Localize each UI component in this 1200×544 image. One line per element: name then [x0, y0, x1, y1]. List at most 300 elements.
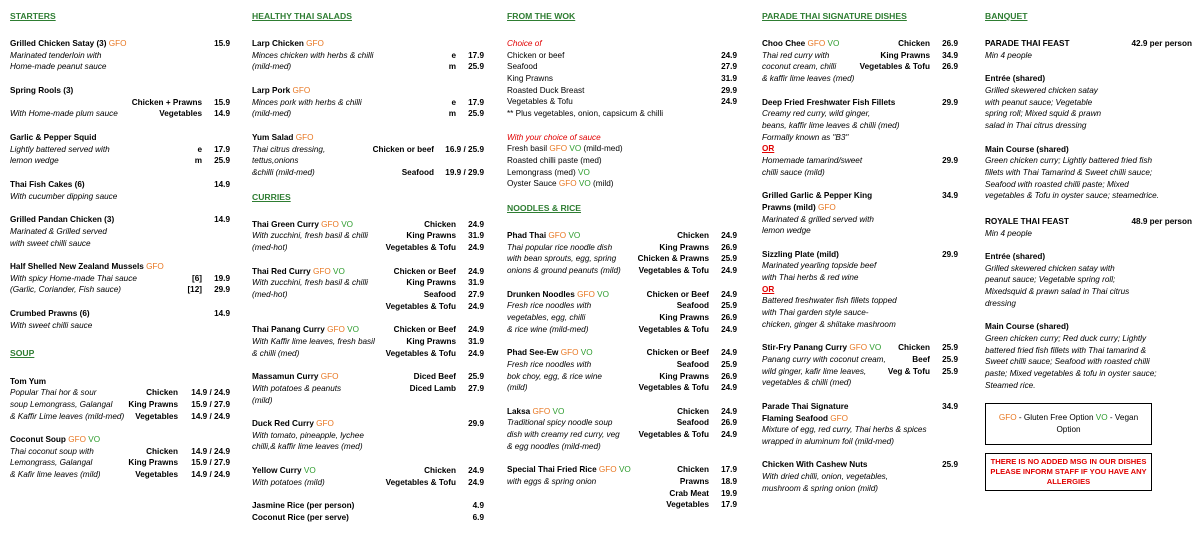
menu-item [762, 342, 958, 389]
item-desc: mushroom & spring onion (mild) [762, 483, 879, 493]
main-desc: Seafood with roasted chilli paste; Mixed [985, 179, 1129, 189]
menu-item [10, 132, 230, 167]
wok-choices [507, 38, 737, 119]
variant-price: 34.9 [942, 50, 958, 60]
vo-tag: VO [347, 325, 359, 335]
variant-label: Vegetables & Tofu [385, 243, 456, 253]
item-name: Deep Fried Freshwater Fish Fillets [762, 97, 896, 107]
item-name: Yellow Curry [252, 466, 302, 476]
item-desc: with Thai garden style sauce- [762, 308, 869, 318]
variant-price: 19.9 [721, 488, 737, 498]
item-name: Grilled Pandan Chicken (3) [10, 215, 115, 225]
variant-label: Chicken or Beef [393, 266, 456, 276]
item-desc: coconut cream, chilli [762, 62, 837, 72]
variant-label: Vegetables [135, 470, 178, 480]
variant-price: 19.9 / 29.9 [445, 167, 484, 177]
item-desc: Home-made peanut sauce [10, 62, 107, 72]
item-desc: Minces pork with herbs & chilli [252, 97, 362, 107]
variant-price: 24.9 [721, 266, 737, 276]
variant-label: Seafood [676, 359, 709, 369]
choice-price: 29.9 [721, 85, 737, 95]
banquet-parade [985, 38, 1192, 202]
variant-label: King Prawns [659, 312, 709, 322]
vo-tag: VO [580, 348, 593, 358]
item-name: Chicken With Cashew Nuts [762, 460, 868, 470]
variant-price: 25.9 [942, 343, 958, 353]
menu-item [252, 324, 484, 359]
section-title-salads: HEALTHY THAI SALADS [252, 11, 352, 21]
entree-desc: peanut sauce; Vegetable spring roll; [985, 275, 1116, 285]
menu-item [10, 261, 230, 296]
section-title-banquet: BANQUET [985, 11, 1028, 21]
variant-price: 31.9 [468, 278, 484, 288]
item-name: Parade Thai Signature [762, 401, 849, 411]
item-desc: Lightly battered served with [10, 144, 110, 154]
menu-item [507, 347, 737, 394]
item-desc: Minces chicken with herbs & chilli [252, 50, 374, 60]
choice-heading: Choice of [507, 39, 542, 49]
menu-item [10, 38, 230, 73]
variant-price: 24.9 [468, 219, 484, 229]
menu-item [10, 85, 230, 120]
item-name: Thai Red Curry [252, 266, 311, 276]
item-price: 14.9 [214, 179, 230, 189]
item-desc: (med-hot) [252, 290, 288, 300]
gfo-tag: GFO [295, 133, 314, 143]
column-salads-curries [252, 10, 484, 524]
wok-sauces [507, 132, 737, 190]
gfo-tag: GFO [830, 413, 848, 423]
item-desc: soup Lemongrass, Galangal [10, 399, 113, 409]
menu-item [252, 85, 484, 120]
menu-item [252, 465, 484, 488]
variant-label: Vegetables & Tofu [385, 477, 456, 487]
main-desc: vegetables & Tofu in oyster sauce; steamedrice. [985, 191, 1160, 201]
gfo-tag: GFO [306, 39, 324, 49]
item-desc: With Home-made plum sauce [10, 109, 118, 119]
item-desc: Thai red curry with [762, 50, 830, 60]
gfo-tag: GFO [549, 144, 568, 154]
gfo-tag: GFO [560, 348, 579, 358]
item-desc: With cucumber dipping sauce [10, 191, 118, 201]
item-desc: wrapped in aluminum foil (mild-med) [762, 436, 894, 446]
gfo-tag: GFO [327, 325, 345, 335]
item-desc: With tomato, pineapple, lychee [252, 430, 364, 440]
variant-label: Chicken [146, 388, 178, 398]
variant-label: Chicken & Prawns [637, 254, 709, 264]
variant-label: Chicken + Prawns [131, 97, 202, 107]
menu-item [10, 434, 230, 481]
main-title: Main Course (shared) [985, 144, 1069, 154]
item-desc: Fresh rice noodles with [507, 359, 592, 369]
sauce-spice: (mild) [593, 179, 614, 189]
gfo-tag: GFO [807, 39, 826, 49]
variant-price: 27.9 [468, 383, 484, 393]
variant-label: e [451, 50, 456, 60]
msg-allergy-notice [985, 453, 1152, 492]
item-price: 34.9 [942, 191, 958, 201]
item-desc: & Kafir lime leaves (mild) [10, 470, 101, 480]
item-desc: & egg noodles (mild-med) [507, 441, 601, 451]
variant-price: 24.9 [468, 466, 484, 476]
gfo-tag: GFO [320, 372, 339, 382]
choice-price: 24.9 [721, 50, 737, 60]
variant-price: 25.9 [468, 109, 484, 119]
variant-price: 24.9 [721, 231, 737, 241]
entree-desc: spring roll; Mixed squid & prawn [985, 109, 1102, 119]
item-name: Crumbed Prawns (6) [10, 309, 90, 319]
item-desc: Thai citrus dressing, tettus,onions [252, 144, 326, 166]
notice-line: ALLERGIES [1046, 477, 1091, 486]
item-name: Jasmine Rice (per person) [252, 501, 355, 511]
item-name: Thai Panang Curry [252, 325, 325, 335]
item-name: Spring Rools (3) [10, 86, 74, 96]
item-price: 25.9 [942, 460, 958, 470]
main-desc: battered fried fish fillets with Thai tamarind & [985, 345, 1147, 355]
gfo-tag: GFO [321, 219, 339, 229]
variant-price: 24.9 [468, 266, 484, 276]
notice-line: THERE IS NO ADDED MSG IN OUR DISHES [990, 456, 1147, 466]
section-title-soup: SOUP [10, 348, 35, 359]
variant-price: 24.9 [468, 348, 484, 358]
sauce-label: Roasted chilli paste (med) [507, 155, 602, 165]
item-desc: & rice wine (mild-med) [507, 324, 589, 334]
variant-label: Vegetables & Tofu [385, 348, 456, 358]
variant-label: e [197, 144, 202, 154]
variant-label: King Prawns [406, 336, 456, 346]
item-desc: chilli sauce (mild) [762, 167, 825, 177]
entree-desc: Mixedsquid & prawn salad in Thai citrus [985, 287, 1130, 297]
item-desc: Panang curry with coconut cream, [762, 354, 886, 364]
item-name: Sizzling Plate (mild) [762, 249, 839, 259]
item-desc: (mild) [507, 383, 528, 393]
sauce-label: Fresh basil [507, 144, 548, 154]
main-desc: paste; Mixed vegetables & tofu in oyster sauce; [985, 368, 1157, 378]
item-name: Larp Chicken [252, 39, 304, 49]
variant-price: 15.9 / 27.9 [191, 458, 230, 468]
item-desc: onions & ground peanuts (mild) [507, 266, 621, 276]
item-name: Coconut Rice (per serve) [252, 512, 349, 522]
entree-desc: salad in Thai citrus dressing [985, 121, 1087, 131]
item-desc: bok choy, egg, & rice wine [507, 371, 602, 381]
section-title-curries: CURRIES [252, 191, 291, 202]
menu-item [10, 214, 230, 249]
variant-price: 17.9 [721, 500, 737, 510]
item-name: Massamun Curry [252, 372, 319, 382]
vo-tag: VO [341, 219, 354, 229]
sauce-label: Lemongrass (med) [507, 167, 576, 177]
variant-price: 25.9 [468, 62, 484, 72]
column-starters-soup [10, 10, 230, 493]
item-desc: Lemongrass, Galangal [10, 458, 93, 468]
variant-price: 17.9 [468, 97, 484, 107]
rice-list [252, 500, 484, 523]
sauce-heading: With your choice of sauce [507, 132, 601, 142]
item-desc: Marinated yearling topside beef [762, 261, 877, 271]
variant-label: Vegetables & Tofu [638, 266, 709, 276]
item-name: Thai Green Curry [252, 219, 319, 229]
item-desc: &chilli (mild-med) [252, 167, 315, 177]
variant-price: 25.9 [942, 354, 958, 364]
item-name: Prawns (mild) [762, 202, 816, 212]
variant-label: Chicken [677, 406, 709, 416]
entree-desc: dressing [985, 298, 1016, 308]
item-price: 14.9 [214, 215, 230, 225]
menu-item [507, 230, 737, 277]
variant-price: 24.9 [468, 301, 484, 311]
entree-desc: with peanut sauce; Vegetable [985, 97, 1093, 107]
vo-tag: VO [552, 406, 565, 416]
variant-label: Seafood [423, 290, 456, 300]
column-banquet [985, 10, 1192, 491]
item-desc: & Kaffir Lime leaves (mild-med) [10, 411, 125, 421]
variant-label: Vegetables & Tofu [385, 301, 456, 311]
variant-price: 26.9 [721, 418, 737, 428]
sauce-label: Oyster Sauce [507, 179, 557, 189]
vo-legend-text: - Vegan Option [1056, 413, 1139, 434]
variant-label: King Prawns [128, 399, 178, 409]
item-desc: lemon wedge [762, 226, 811, 236]
choice-label: Chicken or beef [507, 50, 565, 60]
item-desc: lemon wedge [10, 156, 59, 166]
item-name: Grilled Chicken Satay (3) [10, 39, 107, 49]
variant-label: King Prawns [659, 371, 709, 381]
banquet-min: Min 4 people [985, 50, 1032, 60]
entree-desc: Grilled skewered chicken satay with [985, 263, 1115, 273]
choice-label: Roasted Duck Breast [507, 85, 585, 95]
variant-price: 27.9 [468, 290, 484, 300]
item-desc: Marinated & Grilled served [10, 226, 107, 236]
variant-price: 26.9 [942, 62, 958, 72]
item-desc: Creamy red curry, wild ginger, [762, 109, 871, 119]
gfo-tag: GFO [316, 419, 334, 429]
item-name: Laksa [507, 406, 531, 416]
variant-price: 17.9 [468, 50, 484, 60]
item-desc: Thai coconut soup with [10, 446, 94, 456]
gfo-tag: GFO [577, 289, 595, 299]
variant-price: 15.9 [214, 97, 230, 107]
variant-price: 24.9 [721, 348, 737, 358]
item-desc: chilli,& kaffir lime leaves (med) [252, 442, 363, 452]
variant-price: 14.9 [214, 109, 230, 119]
item-desc: (med-hot) [252, 243, 288, 253]
variant-price: 24.9 [721, 406, 737, 416]
variant-price: 14.9 / 24.9 [191, 470, 230, 480]
gfo-tag: GFO [146, 262, 164, 272]
item-name: Tom Yum [10, 376, 47, 386]
variant-price: 25.9 [214, 156, 230, 166]
item-desc: With spicy Home-made Thai sauce [10, 273, 137, 283]
variant-label: Beef [912, 354, 930, 364]
item-desc: With zucchini, fresh basil & chilli [252, 278, 368, 288]
column-wok-noodles [507, 10, 737, 523]
variant-price: 31.9 [468, 336, 484, 346]
choice-label: Seafood [507, 62, 538, 72]
item-price: 29.9 [942, 155, 958, 165]
variant-label: [12] [187, 285, 202, 295]
menu-item [10, 376, 230, 423]
item-desc: Fresh rice noodles with [507, 301, 592, 311]
item-price: 29.9 [942, 97, 958, 107]
variant-label: King Prawns [128, 458, 178, 468]
menu-item [252, 38, 484, 73]
variant-price: 24.9 [468, 325, 484, 335]
variant-label: Crab Meat [669, 488, 709, 498]
item-desc: with sweet chilli sauce [10, 238, 91, 248]
variant-price: 24.9 [721, 324, 737, 334]
item-name: Phad Thai [507, 231, 547, 241]
gfo-tag: GFO [558, 179, 577, 189]
variant-price: 25.9 [468, 372, 484, 382]
variant-label: Chicken [898, 343, 930, 353]
variant-label: King Prawns [880, 50, 930, 60]
section-title-signature: PARADE THAI SIGNATURE DISHES [762, 11, 907, 21]
menu-item [762, 38, 958, 85]
variant-price: 14.9 / 24.9 [191, 411, 230, 421]
gfo-tag: GFO [312, 266, 331, 276]
item-desc: with Thai herbs & red wine [762, 273, 859, 283]
item-desc: With dried chilli, onion, vegetables, [762, 472, 888, 482]
choice-label: King Prawns [507, 74, 553, 84]
item-price: 34.9 [942, 401, 958, 411]
item-desc: With potatoes (mild) [252, 477, 325, 487]
item-name: Flaming Seafood [762, 413, 828, 423]
variant-label: m [448, 62, 456, 72]
item-name: Garlic & Pepper Squid [10, 133, 97, 143]
item-desc: vegetables, egg, chilli [507, 312, 586, 322]
banquet-royale [985, 216, 1192, 391]
variant-price: 31.9 [468, 231, 484, 241]
choice-label: Vegetables & Tofu [507, 97, 573, 107]
variant-label: Chicken [424, 219, 456, 229]
item-name: Special Thai Fried Rice [507, 465, 597, 475]
vo-tag: VO [578, 179, 591, 189]
menu-item [762, 249, 958, 330]
or-divider: OR [762, 284, 775, 294]
variant-price: 24.9 [721, 383, 737, 393]
variant-label: Vegetables & Tofu [638, 324, 709, 334]
variant-price: 17.9 [214, 144, 230, 154]
item-name: Phad See-Ew [507, 348, 559, 358]
item-price: 29.9 [468, 419, 484, 429]
banquet-price: 48.9 per person [1131, 216, 1192, 226]
variant-price: 25.9 [721, 301, 737, 311]
variant-price: 14.9 / 24.9 [191, 388, 230, 398]
item-desc: dish with creamy red curry, veg [507, 430, 620, 440]
item-desc: Marinated tenderloin with [10, 50, 102, 60]
menu-item [252, 132, 484, 179]
item-desc: With zucchini, fresh basil & chilli [252, 231, 368, 241]
vo-tag: VO [618, 465, 631, 475]
menu-item [762, 97, 958, 178]
banquet-price: 42.9 per person [1131, 39, 1192, 49]
gfo-tag: GFO [532, 406, 551, 416]
variant-price: 24.9 [721, 430, 737, 440]
or-divider: OR [762, 144, 775, 154]
variant-label: [6] [191, 273, 202, 283]
variant-label: Veg & Tofu [887, 366, 930, 376]
vo-tag: VO [869, 343, 882, 353]
variant-price: 24.9 [721, 289, 737, 299]
gfo-legend-tag: GFO [998, 413, 1017, 423]
item-name: Coconut Soup [10, 435, 66, 445]
gfo-tag: GFO [108, 39, 127, 49]
variant-label: m [194, 156, 202, 166]
item-desc: Traditional spicy noodle soup [507, 418, 613, 428]
variant-label: Chicken [677, 231, 709, 241]
item-desc: With sweet chilli sauce [10, 320, 93, 330]
vo-tag: VO [303, 466, 316, 476]
main-desc: Sweet chilli sauce; Seafood with roasted chilli [985, 357, 1150, 367]
item-price: 4.9 [472, 501, 484, 511]
sauce-spice: (mild-med) [583, 144, 623, 154]
variant-label: Chicken [146, 446, 178, 456]
item-desc: (mild-med) [252, 109, 292, 119]
variant-label: Vegetables & Tofu [638, 383, 709, 393]
gfo-legend-text: - Gluten Free Option [1016, 413, 1096, 423]
notice-line: PLEASE INFORM STAFF IF YOU HAVE ANY [990, 466, 1147, 476]
section-title-noodles: NOODLES & RICE [507, 202, 582, 213]
item-name: Yum Salad [252, 133, 294, 143]
variant-label: Diced Beef [413, 372, 456, 382]
menu-item [10, 308, 230, 331]
menu-item [507, 289, 737, 336]
choice-price: 24.9 [721, 97, 737, 107]
menu-item [252, 266, 484, 313]
vo-tag: VO [578, 167, 590, 177]
main-desc: Green chicken curry; Red duck curry; Lightly [985, 334, 1147, 344]
variant-label: Chicken [424, 466, 456, 476]
variant-price: 26.9 [721, 242, 737, 252]
item-desc: Marinated & grilled served with [762, 214, 874, 224]
item-desc: with eggs & spring onion [507, 476, 597, 486]
menu-item [252, 371, 484, 406]
item-desc: & kaffir lime leaves (med) [762, 74, 855, 84]
variant-label: e [451, 97, 456, 107]
banquet-name: PARADE THAI FEAST [985, 39, 1070, 49]
variant-label: Vegetables [666, 500, 709, 510]
item-desc: With Kaffir lime leaves, fresh basil [252, 336, 375, 346]
variant-label: King Prawns [659, 242, 709, 252]
variant-price: 25.9 [721, 359, 737, 369]
variant-label: Seafood [676, 418, 709, 428]
menu-item [762, 190, 958, 237]
menu-item [507, 464, 737, 511]
choice-price: 31.9 [721, 74, 737, 84]
variant-price: 24.9 [468, 243, 484, 253]
vo-tag: VO [569, 144, 582, 154]
item-desc: wild ginger, kafir lime leaves, [762, 366, 867, 376]
menu-item [10, 179, 230, 202]
variant-label: Vegetables & Tofu [859, 62, 930, 72]
gfo-tag: GFO [598, 465, 617, 475]
item-desc: with bean sprouts, egg, spring [507, 254, 617, 264]
menu-item [252, 219, 484, 254]
variant-price: 26.9 [942, 39, 958, 49]
item-name: Larp Pork [252, 86, 291, 96]
gfo-tag: GFO [817, 202, 836, 212]
variant-label: Diced Lamb [409, 383, 456, 393]
item-desc: vegetables & chilli (med) [762, 378, 852, 388]
item-name: Thai Fish Cakes (6) [10, 179, 85, 189]
item-price: 6.9 [472, 512, 484, 522]
variant-label: Chicken or beef [372, 144, 434, 154]
variant-price: 14.9 / 24.9 [191, 446, 230, 456]
menu-item [762, 401, 958, 448]
gfo-tag: GFO [849, 343, 868, 353]
choice-price: 27.9 [721, 62, 737, 72]
variant-label: Chicken [677, 465, 709, 475]
